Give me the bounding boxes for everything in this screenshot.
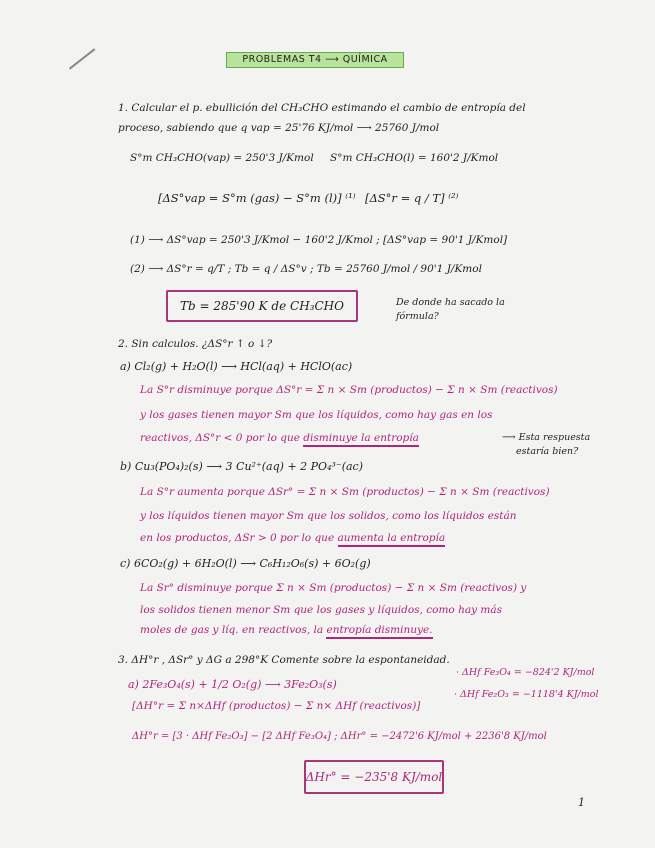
p1-result: Tb = 285'90 K de CH₃CHO <box>180 299 344 313</box>
p1-teacher-note: De donde ha sacado la fórmula? <box>396 297 505 322</box>
p2c-line1: La Sr° disminuye porque Σ n × Sm (productos) − Σ n × Sm (reactivos) y <box>140 582 527 594</box>
p1-equation-2: [ΔS°r = q / T] ⁽²⁾ <box>365 191 459 205</box>
p2c-line2: los solidos tienen menor Sm que los gases y líquidos, como hay más <box>140 604 502 616</box>
p2c-line3-text: moles de gas y líq. en reactivos, la <box>140 624 324 636</box>
p2a-line2: y los gases tienen mayor Sm que los líquidos, como hay gas en los <box>140 409 493 421</box>
p3-result: ΔHr° = −235'8 KJ/mol <box>305 770 443 784</box>
p2b-line3 <box>140 532 445 545</box>
p2a-line3 <box>140 432 419 445</box>
p1-line2: proceso, sabiendo que q vap = 25'76 KJ/mol ⟶ 25760 J/mol <box>118 122 440 134</box>
p2c-conclusion: entropía disminuye. <box>326 624 432 639</box>
p3-heading: 3. ΔH°r , ΔSr° y ΔG a 298°K Comente sobre la espontaneidad. <box>118 654 450 666</box>
p2a-note-line1: ⟶ Esta respuesta <box>502 432 591 443</box>
p2a-note-line2: estaría bien? <box>516 446 579 457</box>
p2a-line3-text: reactivos, ΔS°r < 0 por lo que <box>140 432 300 444</box>
p2c-equation: c) 6CO₂(g) + 6H₂O(l) ⟶ C₆H₁₂O₆(s) + 6O₂(g) <box>120 557 371 570</box>
p2-heading: 2. Sin calculos. ¿ΔS°r ↑ o ↓? <box>118 338 273 350</box>
p3-data-fe2o3: · ΔHf Fe₂O₃ = −1118'4 KJ/mol <box>454 689 599 700</box>
p3-data-fe3o4: · ΔHf Fe₃O₄ = −824'2 KJ/mol <box>456 667 595 678</box>
p3a-equation: a) 2Fe₃O₄(s) + 1/2 O₂(g) ⟶ 3Fe₂O₃(s) <box>128 678 337 691</box>
p1-entropy-vap: S°m CH₃CHO(vap) = 250'3 J/Kmol <box>130 152 314 164</box>
pen-mark <box>69 48 95 69</box>
p2c-line3 <box>140 624 433 637</box>
p2b-conclusion: aumenta la entropía <box>338 532 446 547</box>
p2a-line1: La S°r disminuye porque ΔS°r = Σ n × Sm (productos) − Σ n × Sm (reactivos) <box>140 384 558 396</box>
p2b-line1: La S°r aumenta porque ΔSr° = Σ n × Sm (productos) − Σ n × Sm (reactivos) <box>140 486 550 498</box>
page-number: 1 <box>578 796 585 809</box>
p2a-equation: a) Cl₂(g) + H₂O(l) ⟶ HCl(aq) + HClO(ac) <box>120 360 353 373</box>
p2a-conclusion: disminuye la entropía <box>303 432 419 447</box>
p1-step-1: (1) ⟶ ΔS°vap = 250'3 J/Kmol − 160'2 J/Kmol ; [ΔS°vap = 90'1 J/Kmol] <box>130 234 508 246</box>
p3a-calculation: ΔH°r = [3 · ΔHf Fe₂O₃] − [2 ΔHf Fe₃O₄] ; ΔHr° = −2472'6 KJ/mol + 2236'8 KJ/mol <box>132 731 547 742</box>
p2b-equation: b) Cu₃(PO₄)₂(s) ⟶ 3 Cu²⁺(aq) + 2 PO₄³⁻(ac) <box>120 460 363 473</box>
p1-step-2: (2) ⟶ ΔS°r = q/T ; Tb = q / ΔS°v ; Tb = 25760 J/mol / 90'1 J/Kmol <box>130 263 482 275</box>
p1-entropy-liq: S°m CH₃CHO(l) = 160'2 J/Kmol <box>330 152 499 164</box>
p1-result-box <box>166 290 358 322</box>
p3a-formula: [ΔH°r = Σ n×ΔHf (productos) − Σ n× ΔHf (reactivos)] <box>132 700 421 712</box>
p2b-line2: y los líquidos tienen mayor Sm que los solidos, como los líquidos están <box>140 510 517 522</box>
p2b-line3-text: en los productos, ΔSr > 0 por lo que <box>140 532 335 544</box>
p1-line1: 1. Calcular el p. ebullición del CH₃CHO estimando el cambio de entropía del <box>118 102 526 114</box>
p1-equation-1: [ΔS°vap = S°m (gas) − S°m (l)] ⁽¹⁾ <box>158 191 356 205</box>
p3-result-box <box>304 760 444 794</box>
page-title: PROBLEMAS T4 ⟶ QUÍMICA <box>226 52 404 68</box>
